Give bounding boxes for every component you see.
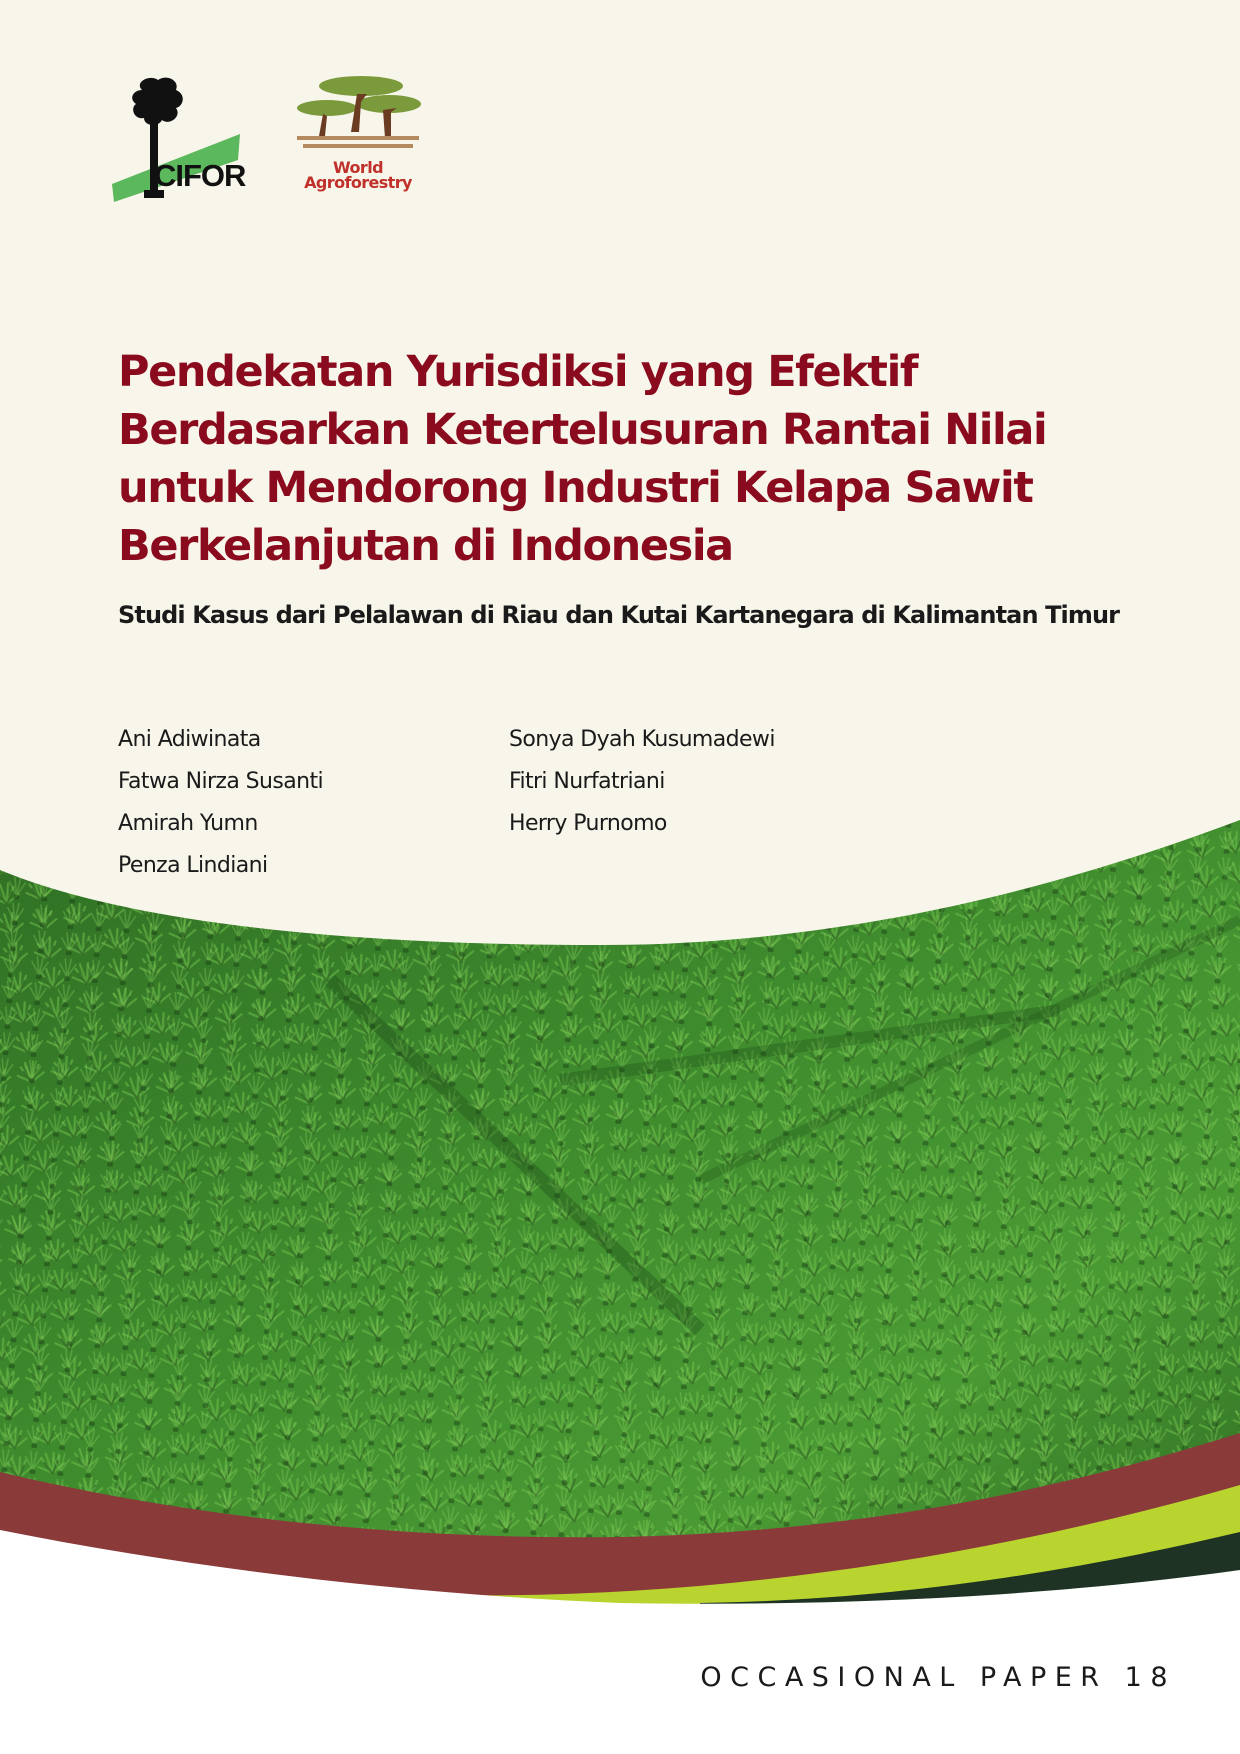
author-list-right xyxy=(509,719,775,845)
author-list-left xyxy=(118,719,323,887)
title-line: Berkelanjutan di Indonesia xyxy=(118,521,733,571)
document-title xyxy=(118,343,1118,575)
publisher-logos xyxy=(110,72,430,212)
author-name: Amirah Yumn xyxy=(118,811,258,836)
author-name: Penza Lindiani xyxy=(118,853,268,878)
title-line: Berdasarkan Ketertelusuran Rantai Nilai xyxy=(118,405,1047,455)
author-name: Herry Purnomo xyxy=(509,811,667,836)
world-agroforestry-logo-text: World Agroforestry xyxy=(304,158,412,192)
title-line: untuk Mendorong Industri Kelapa Sawit xyxy=(118,463,1033,513)
series-label: OCCASIONAL PAPER 18 xyxy=(700,1662,1176,1693)
document-subtitle: Studi Kasus dari Pelalawan di Riau dan Kutai Kartanegara di Kalimantan Timur xyxy=(118,601,1120,629)
author-name: Ani Adiwinata xyxy=(118,727,261,752)
author-name: Fitri Nurfatriani xyxy=(509,769,665,794)
author-name: Fatwa Nirza Susanti xyxy=(118,769,323,794)
cifor-logo-text: CIFOR xyxy=(154,158,246,193)
title-line: Pendekatan Yurisdiksi yang Efektif xyxy=(118,347,918,397)
author-name: Sonya Dyah Kusumadewi xyxy=(509,727,775,752)
